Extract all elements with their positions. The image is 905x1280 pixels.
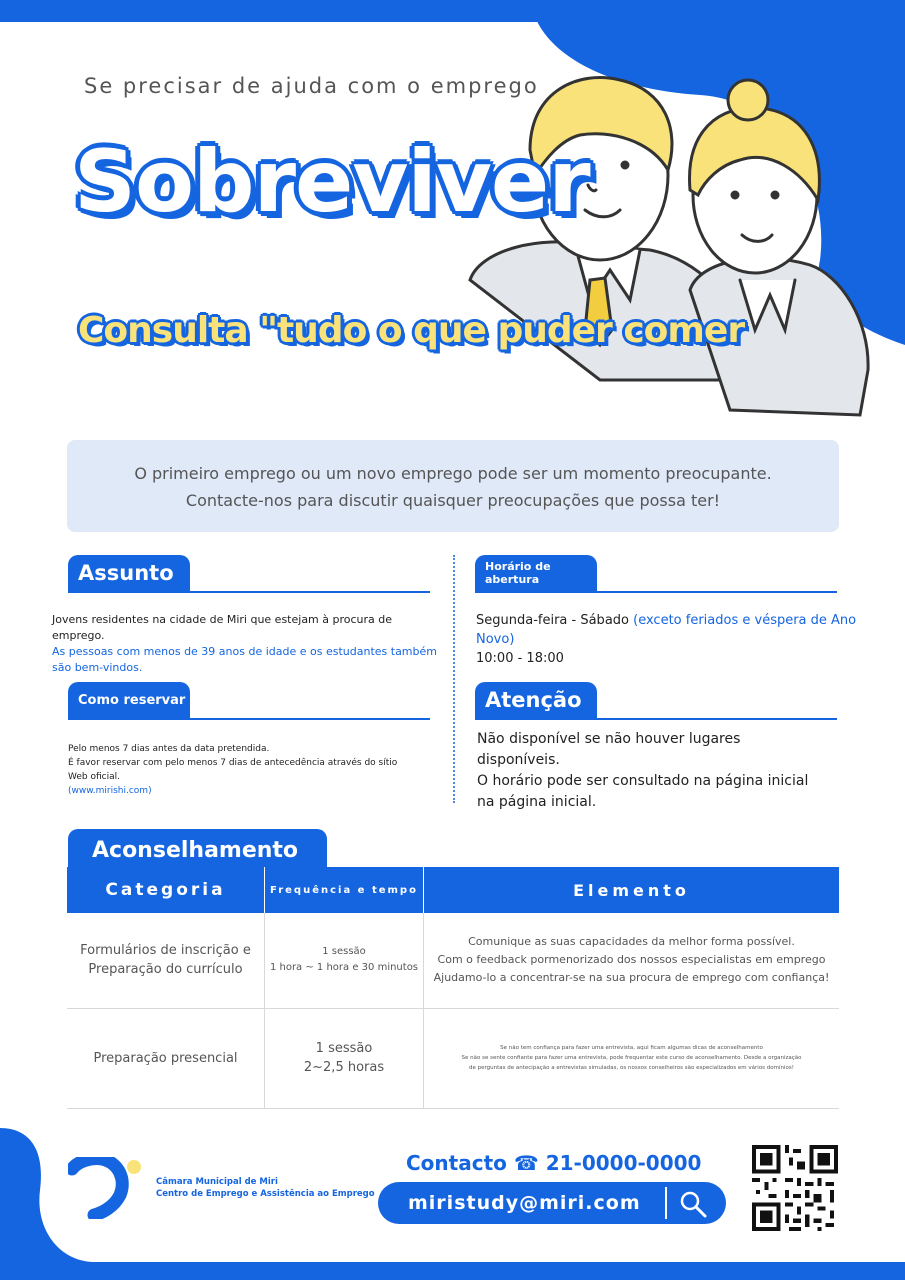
atencao-section <box>475 682 837 720</box>
row-1-element: Comunique as suas capacidades da melhor forma possível. Com o feedback pormenorizado dos nossos especialistas em emprego Ajudamo-lo a concentrar-se na sua procura de emprego com confiança! <box>424 913 840 1008</box>
reservar-line-1: Pelo menos 7 dias antes da data pretendida. <box>68 744 270 754</box>
table-row <box>67 1008 839 1108</box>
intro-line-1: O primeiro emprego ou um novo emprego pode ser um momento preocupante. <box>134 464 772 483</box>
row-2-category: Preparação presencial <box>67 1008 265 1108</box>
tagline: Se precisar de ajuda com o emprego <box>84 74 539 98</box>
row-2-element: Se não tem confiança para fazer uma entrevista, aqui ficam algumas dicas de aconselhamento Se não se sente confiante para fazer uma entrevista, pode frequentar este curso de aconselhamento. Desde a organização de perguntas de antecipação a entrevistas simuladas, os nossos conselheiros são especializados em vários domínios! <box>424 1008 840 1108</box>
assunto-line-1: Jovens residentes na cidade de Miri que estejam à procura de emprego. <box>52 613 393 642</box>
column-divider <box>453 555 455 803</box>
search-icon[interactable] <box>678 1189 708 1219</box>
reservar-line-3: Web oficial. <box>68 772 120 782</box>
email-search-bar[interactable] <box>378 1182 726 1224</box>
page-subtitle: Consulta "tudo o que puder comer <box>78 310 745 351</box>
atencao-divider <box>475 718 837 720</box>
atencao-line-1: Não disponível se não houver lugares <box>477 731 741 747</box>
reservar-section <box>68 682 430 720</box>
horario-days: Segunda-feira - Sábado <box>476 613 634 628</box>
email-address[interactable]: miristudy@miri.com <box>408 1192 641 1214</box>
footer-bar <box>0 1262 905 1280</box>
assunto-line-2: As pessoas com menos de 39 anos de idade e os estudantes também são bem-vindos. <box>52 645 437 674</box>
org-line-1: Câmara Municipal de Miri <box>156 1177 278 1187</box>
horario-section <box>475 555 837 593</box>
counsel-table <box>67 867 839 1109</box>
reservar-divider <box>68 718 430 720</box>
row-1-category: Formulários de inscrição e Preparação do currículo <box>67 913 265 1008</box>
horario-exception: (exceto feriados e véspera de Ano Novo) <box>476 613 857 647</box>
assunto-section <box>68 555 430 593</box>
reservar-heading: Como reservar <box>68 682 190 718</box>
assunto-text <box>52 612 437 676</box>
contact-phone: Contacto ☎ 21-0000-0000 <box>406 1151 702 1175</box>
horario-text <box>476 611 886 668</box>
atencao-heading: Atenção <box>475 682 597 718</box>
row-1-time: 1 sessão 1 hora ~ 1 hora e 30 minutos <box>265 913 424 1008</box>
column-header-time: Frequência e tempo <box>265 867 424 913</box>
atencao-line-3: O horário pode ser consultado na página inicial <box>477 773 809 789</box>
horario-heading: Horário de abertura <box>475 555 597 591</box>
organization-name <box>156 1176 375 1200</box>
intro-box <box>67 440 839 532</box>
atencao-line-2: disponíveis. <box>477 752 560 768</box>
row-2-time: 1 sessão 2~2,5 horas <box>265 1008 424 1108</box>
reservar-line-2: É favor reservar com pelo menos 7 dias de antecedência através do sítio <box>68 758 398 768</box>
city-logo <box>68 1157 144 1219</box>
horario-hours: 10:00 - 18:00 <box>476 651 564 666</box>
org-line-2: Centro de Emprego e Assistência ao Emprego <box>156 1189 375 1199</box>
counsel-heading: Aconselhamento <box>68 829 327 869</box>
qr-code[interactable] <box>752 1145 838 1231</box>
column-header-element: Elemento <box>424 867 840 913</box>
page-title: Sobreviver <box>74 132 590 232</box>
reservar-link[interactable]: (www.mirishi.com) <box>68 786 152 796</box>
search-divider <box>665 1187 667 1219</box>
table-row <box>67 913 839 1008</box>
assunto-divider <box>68 591 430 593</box>
column-header-category: Categoria <box>67 867 265 913</box>
atencao-line-4: na página inicial. <box>477 794 597 810</box>
horario-divider <box>475 591 837 593</box>
intro-line-2: Contacte-nos para discutir quaisquer preocupações que possa ter! <box>185 491 721 510</box>
atencao-text <box>477 729 837 813</box>
reservar-text <box>68 742 438 798</box>
assunto-heading: Assunto <box>68 555 190 591</box>
